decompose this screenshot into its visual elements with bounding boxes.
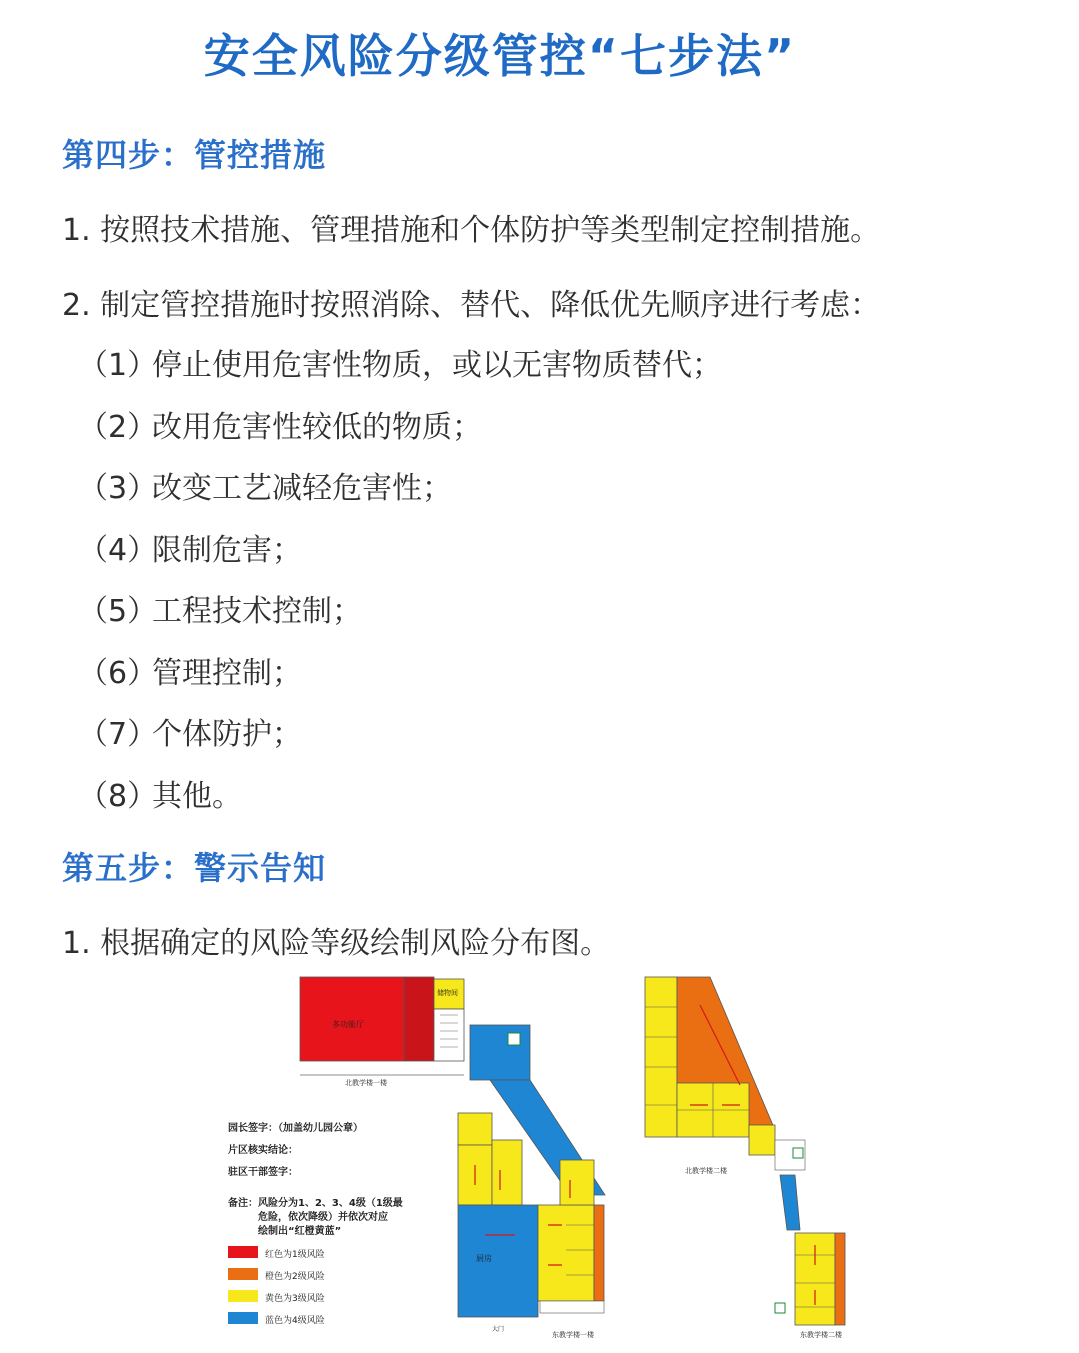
risk-distribution-map (0, 965, 1079, 1349)
north-building-floor2 (645, 977, 805, 1175)
step4-paragraph-2: 2. 制定管控措施时按照消除、替代、降低优先顺序进行考虑： (62, 288, 881, 323)
east-building-floor2 (775, 1233, 845, 1339)
caption-east1: 东教学楼一楼 (552, 1331, 594, 1339)
floor-plans-svg (0, 965, 1079, 1349)
note-line-2: 危险，依次降级）并依次对应 (258, 1212, 388, 1223)
legend-label-red: 红色为1级风险 (265, 1250, 325, 1260)
list-item: （6）管理控制； (78, 656, 302, 691)
note-line-1: 备注：风险分为1、2、3、4级（1级最 (228, 1198, 403, 1209)
red-zone-activity-hall (300, 977, 404, 1061)
caption-east2: 东教学楼二楼 (800, 1331, 842, 1339)
signature-principal: 园长签字：（加盖幼儿园公章） (228, 1123, 363, 1134)
legend-label-yellow: 黄色为3级风险 (265, 1294, 325, 1304)
stair-area (434, 1009, 464, 1061)
legend-swatch-blue (228, 1312, 258, 1324)
legend-swatch-red (228, 1246, 258, 1258)
step5-paragraph-1: 1. 根据确定的风险等级绘制风险分布图。 (62, 926, 611, 961)
list-item: （8）其他。 (78, 779, 242, 814)
legend-swatch-orange (228, 1268, 258, 1280)
legend-label-orange: 橙色为2级风险 (265, 1272, 325, 1282)
page-title: 安全风险分级管控“七步法” (203, 29, 797, 83)
step4-heading: 第四步：管控措施 (62, 136, 327, 174)
blue-zone-kitchen (458, 1205, 538, 1317)
list-item: （7）个体防护； (78, 717, 302, 752)
blue-stair-floor2 (780, 1175, 800, 1230)
room-activity-label: 多功能厅 (332, 1020, 364, 1029)
room-kitchen-label: 厨房 (476, 1254, 492, 1263)
step5-heading: 第五步：警示告知 (62, 849, 327, 887)
list-item: （2）改用危害性较低的物质； (78, 410, 482, 445)
exit-label: 大门 (492, 1326, 505, 1333)
signature-district: 片区核实结论： (228, 1145, 298, 1156)
caption-north1: 北教学楼一楼 (345, 1079, 387, 1087)
red-zone-side (404, 977, 434, 1061)
note-line-3: 绘制出“红橙黄蓝” (258, 1226, 342, 1237)
list-item: （3）改变工艺减轻危害性； (78, 471, 452, 506)
list-item: （5）工程技术控制； (78, 594, 362, 629)
room-storage-label: 储物间 (437, 989, 458, 997)
step4-paragraph-1: 1. 按照技术措施、管理措施和个体防护等类型制定控制措施。 (62, 213, 881, 248)
east-building-floor1 (458, 1113, 604, 1339)
signature-cadre: 驻区干部签字： (228, 1167, 298, 1178)
list-item: （4）限制危害； (78, 533, 302, 568)
list-item: （1）停止使用危害性物质，或以无害物质替代； (78, 348, 722, 383)
caption-north2: 北教学楼二楼 (685, 1167, 727, 1175)
legend-swatch-yellow (228, 1290, 258, 1302)
legend-label-blue: 蓝色为4级风险 (265, 1316, 325, 1326)
north-building-floor1 (300, 977, 464, 1087)
